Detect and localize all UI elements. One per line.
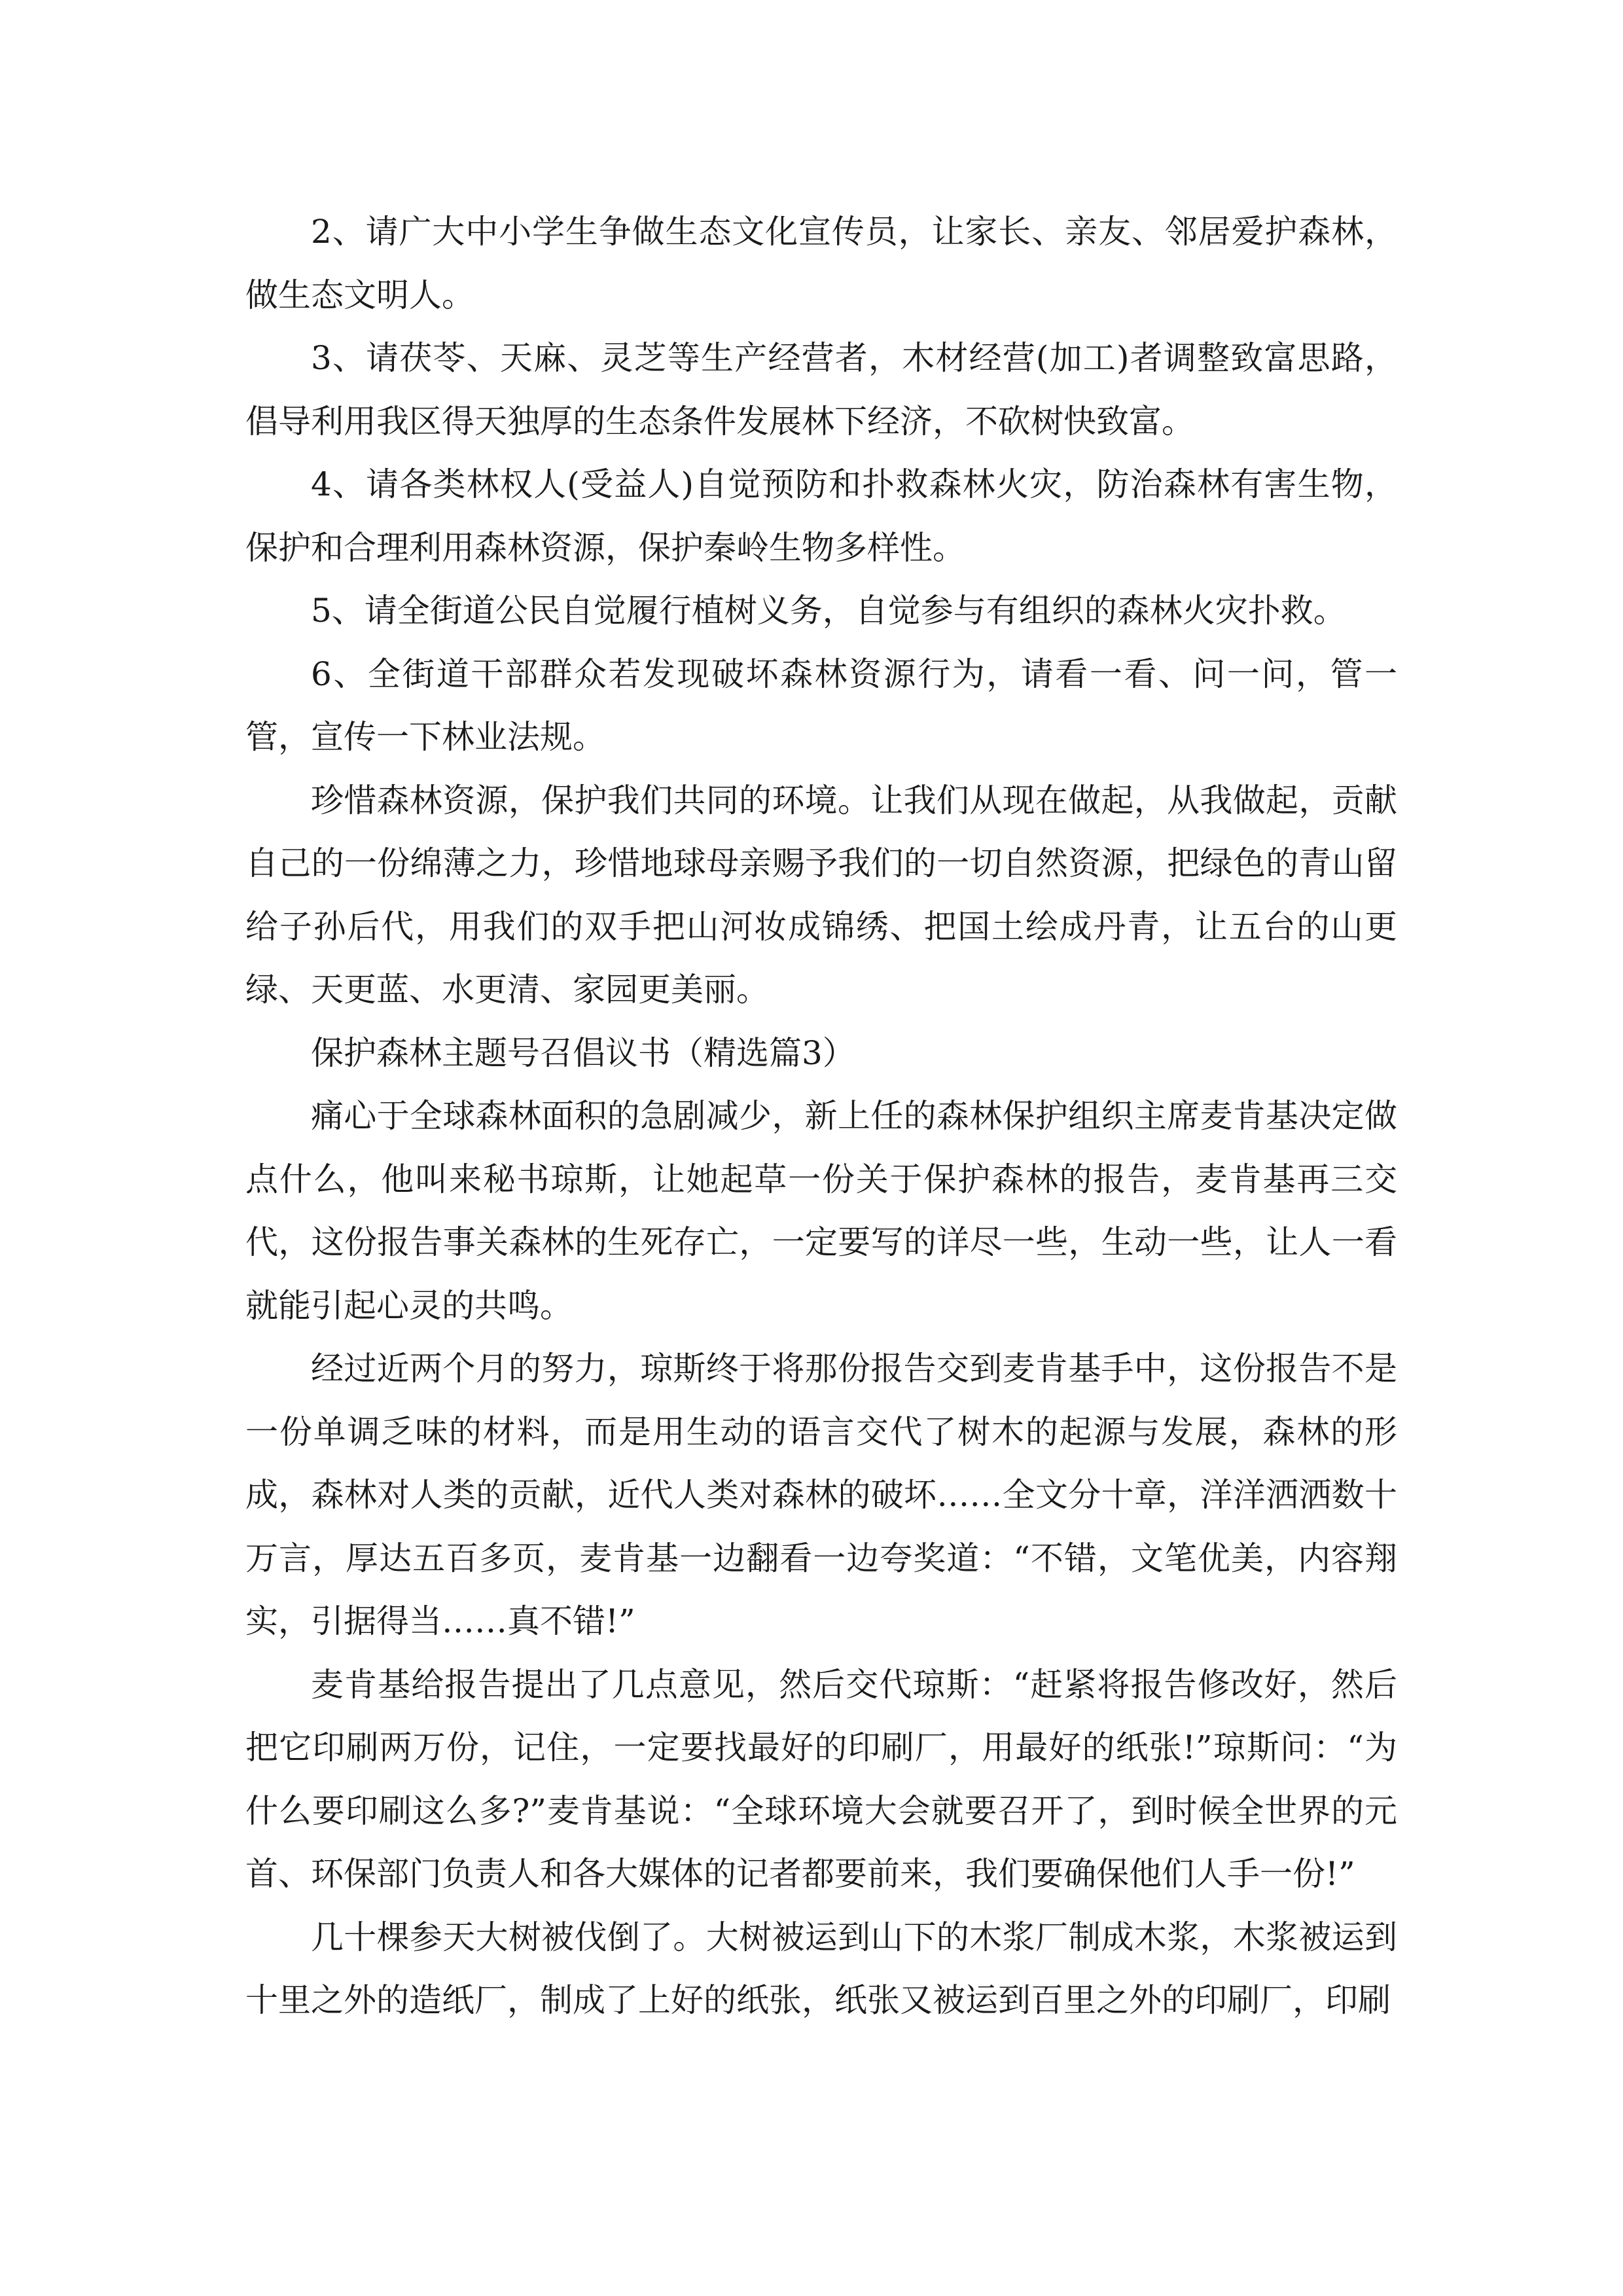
paragraph-story-intro: 痛心于全球森林面积的急剧减少，新上任的森林保护组织主席麦肯基决定做点什么，他叫来秘书琼斯，让她起草一份关于保护森林的报告，麦肯基再三交代，这份报告事关森林的生死存亡，一定要写的详尽一些，生动一些，让人一看就能引起心灵的共鸣。 [245,1097,1397,1325]
paragraph-item-2: 2、请广大中小学生争做生态文化宣传员，让家长、亲友、邻居爱护森林，做生态文明人。 [245,213,1397,314]
paragraph-item-3: 3、请茯苓、天麻、灵芝等生产经营者，木材经营(加工)者调整致富思路，倡导利用我区得天独厚的生态条件发展林下经济，不砍树快致富。 [245,339,1397,440]
paragraph-story-trees: 几十棵参天大树被伐倒了。大树被运到山下的木浆厂制成木浆，木浆被运到十里之外的造纸厂，制成了上好的纸张，纸张又被运到百里之外的印刷厂，印刷 [245,1918,1397,2019]
document-body [245,200,1397,2032]
section-heading: 保护森林主题号召倡议书（精选篇3） [311,1033,855,1072]
paragraph-item-5: 5、请全街道公民自觉履行植树义务，自觉参与有组织的森林火灾扑救。 [311,592,1346,630]
paragraph-closing-appeal: 珍惜森林资源，保护我们共同的环境。让我们从现在做起，从我做起，贡献自己的一份绵薄之力，珍惜地球母亲赐予我们的一切自然资源，把绿色的青山留给子孙后代，用我们的双手把山河妆成锦绣、把国土绘成丹青，让五台的山更绿、天更蓝、水更清、家园更美丽。 [245,781,1397,1009]
paragraph-item-6: 6、全街道干部群众若发现破坏森林资源行为，请看一看、问一问，管一管，宣传一下林业法规。 [245,655,1397,756]
paragraph-item-4: 4、请各类林权人(受益人)自觉预防和扑救森林火灾，防治森林有害生物，保护和合理利用森林资源，保护秦岭生物多样性。 [245,465,1397,567]
paragraph-story-dialogue: 麦肯基给报告提出了几点意见，然后交代琼斯：“赶紧将报告修改好，然后把它印刷两万份，记住，一定要找最好的印刷厂，用最好的纸张!”琼斯问：“为什么要印刷这么多?”麦肯基说：“全球环境大会就要召开了，到时候全世界的元首、环保部门负责人和各大媒体的记者都要前来，我们要确保他们人手一份!” [245,1665,1397,1893]
paragraph-story-report: 经过近两个月的努力，琼斯终于将那份报告交到麦肯基手中，这份报告不是一份单调乏味的材料，而是用生动的语言交代了树木的起源与发展，森林的形成，森林对人类的贡献，近代人类对森林的破坏……全文分十章，洋洋洒洒数十万言，厚达五百多页，麦肯基一边翻看一边夸奖道：“不错，文笔优美，内容翔实，引据得当……真不错!” [245,1350,1397,1640]
